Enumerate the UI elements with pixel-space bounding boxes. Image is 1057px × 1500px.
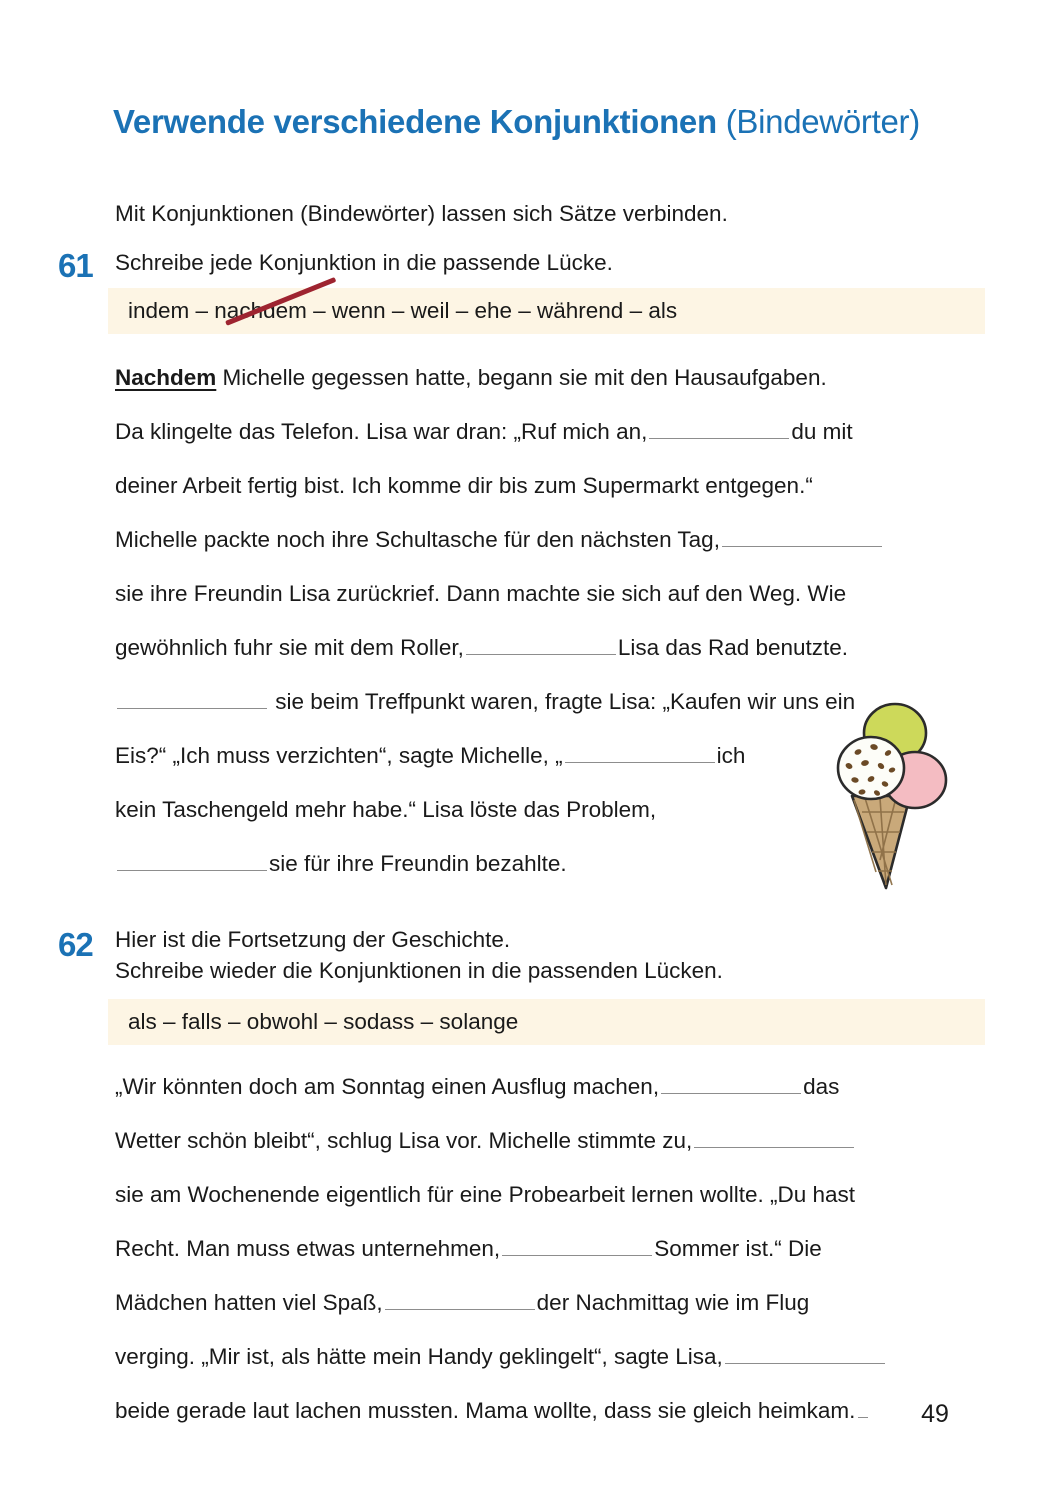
story-line-10 [115,849,567,879]
wordbank-text-62: als – falls – obwohl – sodass – solange [128,1009,519,1034]
story-line-7-post: sie beim Treffpunkt waren, fragte Lisa: „Kaufen wir uns ein [269,689,856,714]
story62-line-5 [115,1288,809,1318]
answer-blank-7[interactable] [661,1073,801,1094]
story62-line-1-post: das [803,1074,840,1099]
wordbank-text-61: indem – nachdem – wenn – weil – ehe – während – als [128,298,678,323]
story-line-10-post: sie für ihre Freundin bezahlte. [269,851,567,876]
story-line-3-text: deiner Arbeit fertig bist. Ich komme dir bis zum Supermarkt entgegen.“ [115,473,813,498]
story-line-2 [115,417,853,447]
ice-cream-cone-icon [818,700,998,895]
intro-text: Mit Konjunktionen (Bindewörter) lassen sich Sätze verbinden. [115,201,728,226]
answer-blank-6[interactable] [117,850,267,871]
exercise-number-61: 61 [58,247,93,284]
story-line-7 [115,687,855,717]
story-line-4 [115,525,884,555]
wordbank-box-61 [108,288,985,334]
page-title-regular: (Bindewörter) [716,103,920,140]
story62-line-4 [115,1234,822,1264]
answer-blank-3[interactable] [466,634,616,655]
story62-line-6 [115,1342,887,1372]
answer-blank-11[interactable] [725,1343,885,1364]
story-line-6 [115,633,848,663]
story62-line-6-pre: verging. „Mir ist, als hätte mein Handy geklingelt“, sagte Lisa, [115,1344,723,1369]
story62-line-1 [115,1072,839,1102]
page-number: 49 [921,1400,949,1428]
story-line-5-text: sie ihre Freundin Lisa zurückrief. Dann machte sie sich auf den Weg. Wie [115,581,847,606]
story62-line-5-pre: Mädchen hatten viel Spaß, [115,1290,383,1315]
story-line-1-text: Michelle gegessen hatte, begann sie mit den Hausaufgaben. [216,365,827,390]
story-line-1 [115,363,827,393]
story62-line-2-pre: Wetter schön bleibt“, schlug Lisa vor. Michelle stimmte zu, [115,1128,693,1153]
story-line-8-pre: Eis?“ „Ich muss verzichten“, sagte Michelle, „ [115,743,563,768]
page-title [113,100,1013,144]
story-line-8 [115,741,745,771]
exercise-62-instruction-line1: Hier ist die Fortsetzung der Geschichte. [115,927,511,952]
story62-line-1-pre: „Wir könnten doch am Sonntag einen Ausflug machen, [115,1074,660,1099]
story-line-4-pre: Michelle packte noch ihre Schultasche für den nächsten Tag, [115,527,720,552]
story62-line-4-pre: Recht. Man muss etwas unternehmen, [115,1236,501,1261]
story-line-8-post: ich [716,743,746,768]
story62-line-4-post: Sommer ist.“ Die [654,1236,822,1261]
answer-blank-8[interactable] [694,1127,854,1148]
story62-line-3 [115,1180,855,1210]
story62-line-2 [115,1126,856,1156]
story62-line-5-post: der Nachmittag wie im Flug [536,1290,810,1315]
story-line-9 [115,795,656,825]
story-line-2-pre: Da klingelte das Telefon. Lisa war dran: „Ruf mich an, [115,419,648,444]
story-line-6-pre: gewöhnlich fuhr sie mit dem Roller, [115,635,464,660]
answer-blank-1[interactable] [649,418,789,439]
story62-line-7 [115,1396,870,1426]
story-line-6-post: Lisa das Rad benutzte. [617,635,849,660]
answer-blank-4[interactable] [117,688,267,709]
answer-blank-5[interactable] [565,742,715,763]
page-title-bold: Verwende verschiedene Konjunktionen [113,103,717,140]
exercise-number-62: 62 [58,926,93,963]
story62-line-7-text: beide gerade laut lachen mussten. Mama wollte, dass sie gleich heimkam. [115,1398,856,1423]
answer-blank-12[interactable] [858,1397,868,1418]
answer-blank-9[interactable] [502,1235,652,1256]
story-line-3 [115,471,813,501]
answer-nachdem: Nachdem [115,365,217,390]
answer-blank-10[interactable] [385,1289,535,1310]
story-line-9-text: kein Taschengeld mehr habe.“ Lisa löste das Problem, [115,797,657,822]
wordbank-box-62 [108,999,985,1045]
exercise-62-instruction-line2: Schreibe wieder die Konjunktionen in die passenden Lücken. [115,958,723,983]
story-line-5 [115,579,846,609]
story62-line-3-text: sie am Wochenende eigentlich für eine Probearbeit lernen wollte. „Du hast [115,1182,856,1207]
answer-blank-2[interactable] [722,526,882,547]
story-line-2-post: du mit [791,419,853,444]
exercise-61-instruction: Schreibe jede Konjunktion in die passende Lücke. [115,250,613,275]
